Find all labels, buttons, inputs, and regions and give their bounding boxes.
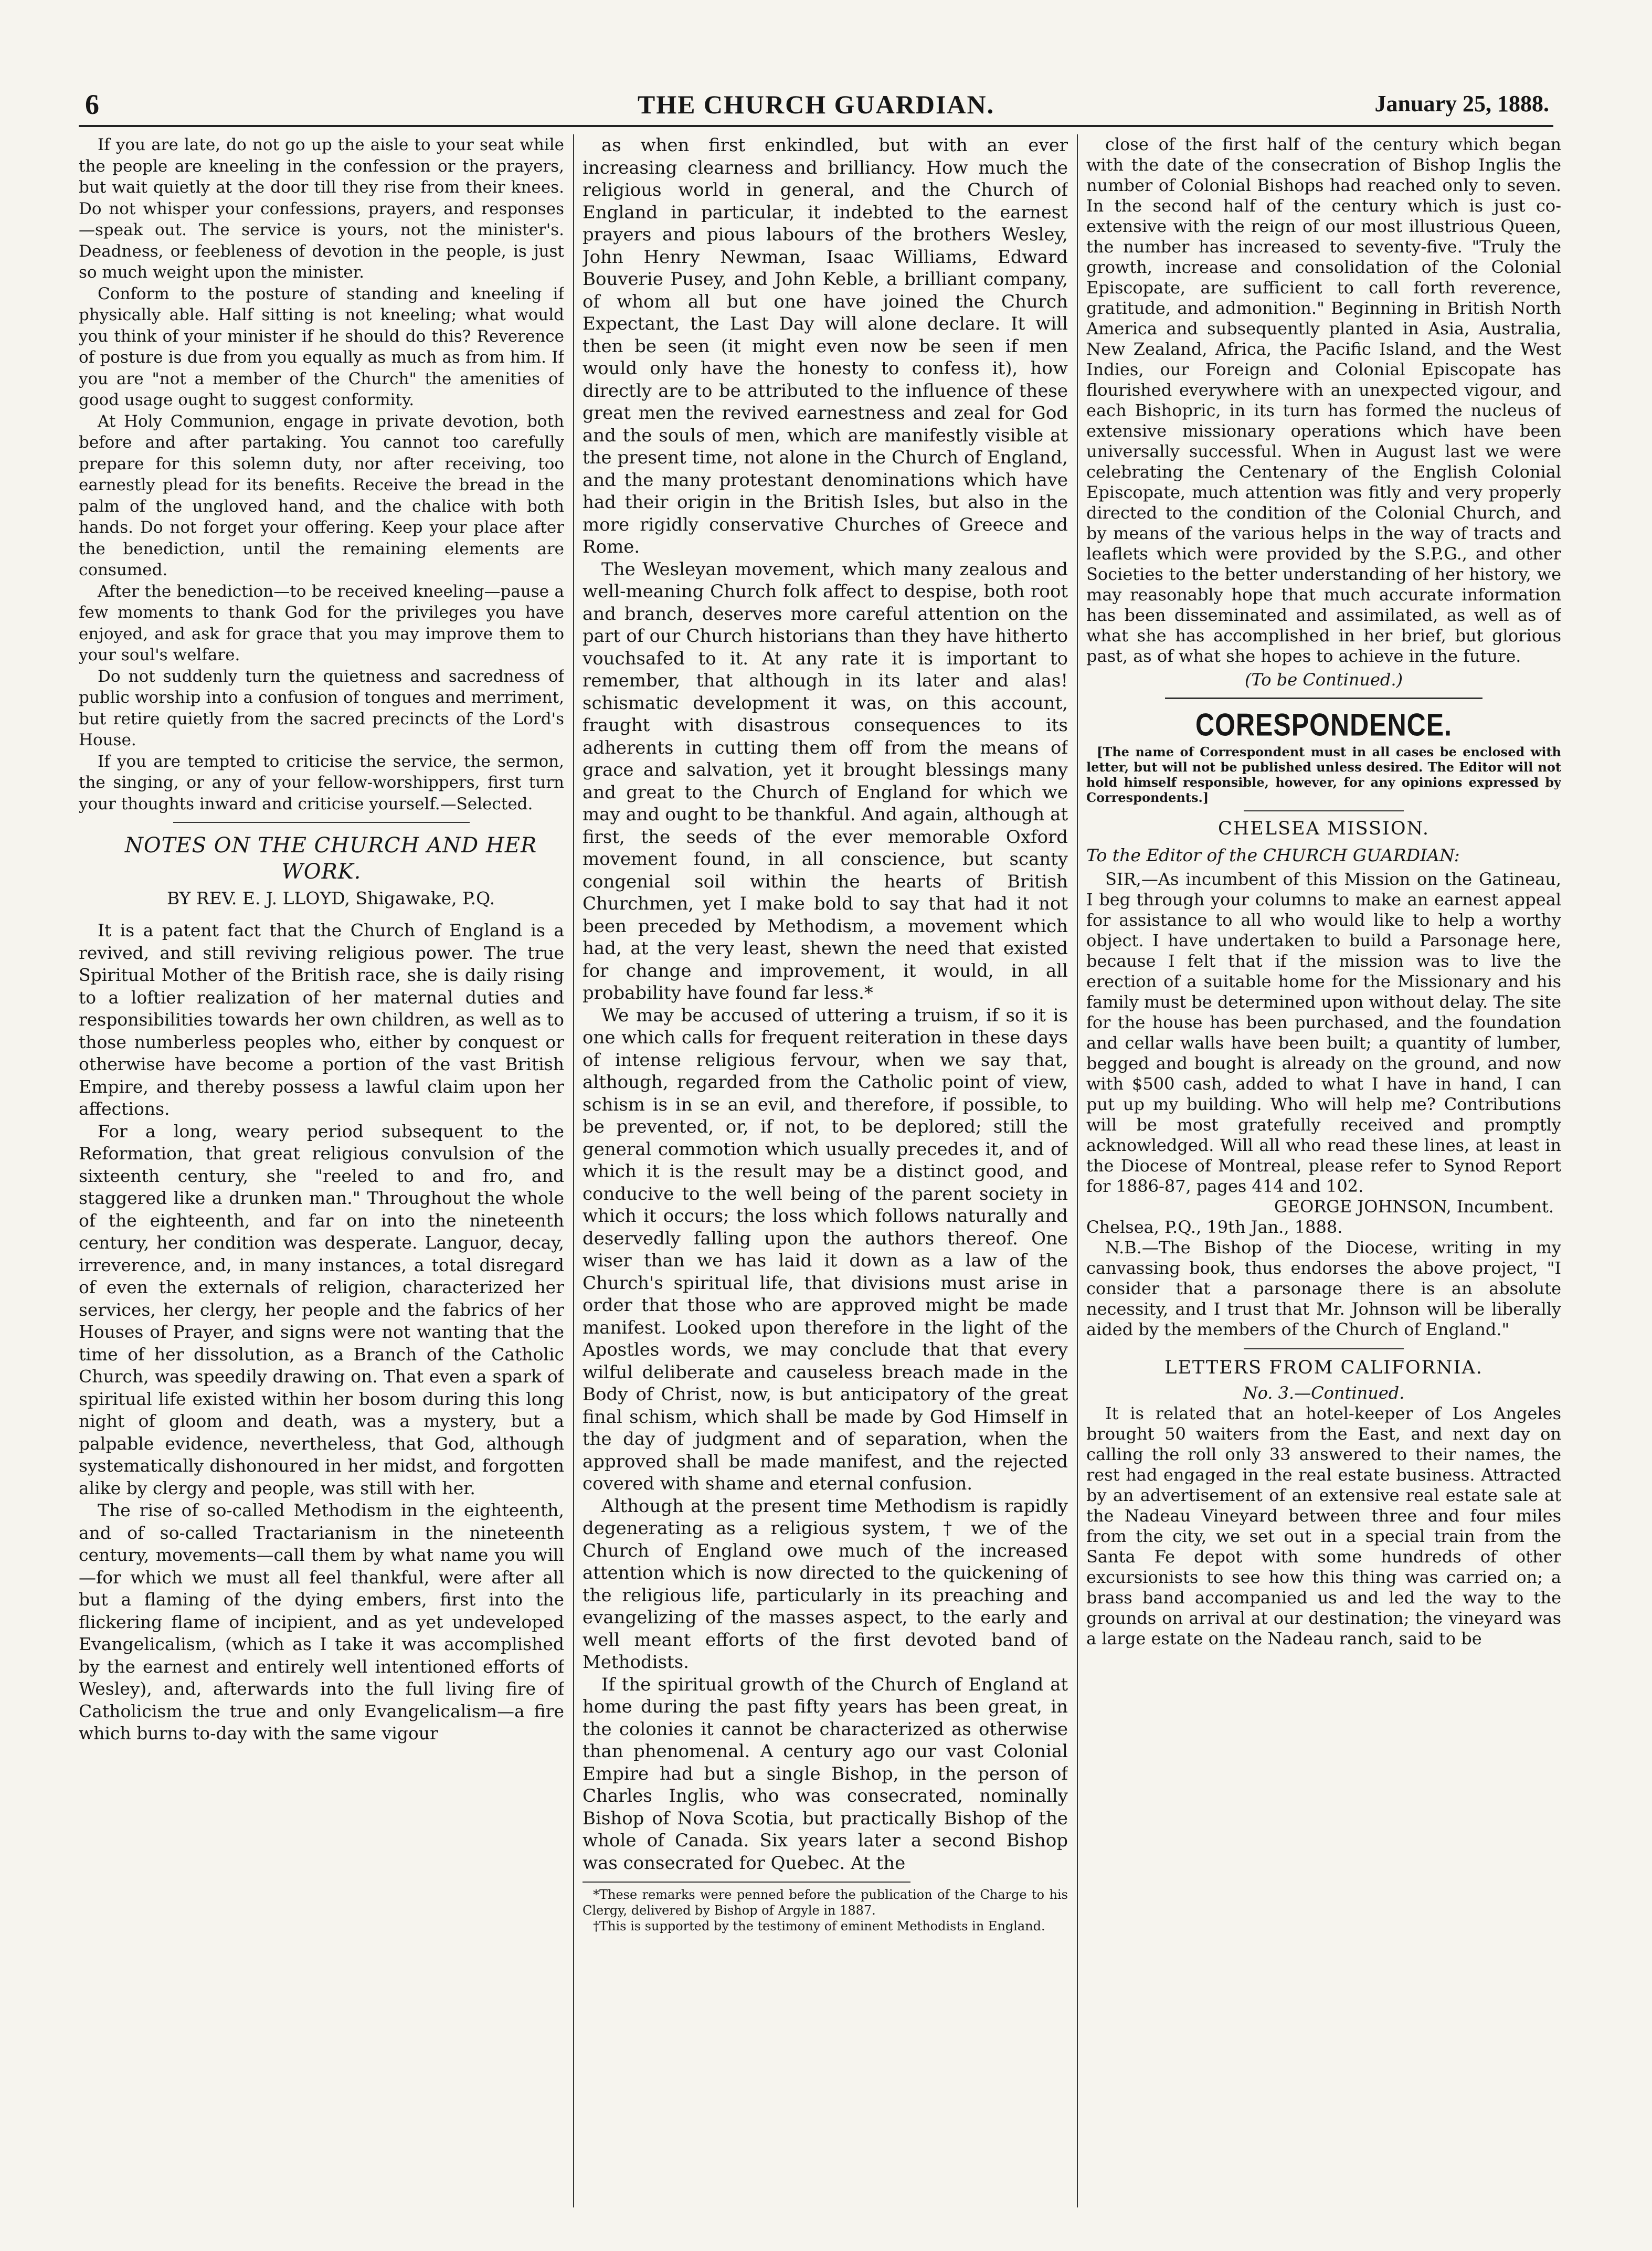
- paragraph: It is related that an hotel-keeper of Los Angeles brought 50 waiters from the East, and next day on calling the roll only 33 answered to their names, the rest had engaged in the real estate business. Attracted by an advertisement of an extensive real estate sale at the Nadeau Vineyard between three and four miles from the city, we set out in a special train from the Santa Fe depot with some hundreds of other excursionists to see how this thing was carried on; a brass band accompanied us and led the way to the grounds on arrival at our destination; the vineyard was a large estate on the Nadeau ranch, said to be: [1086, 1403, 1561, 1648]
- column-divider: [573, 134, 574, 2207]
- masthead: THE CHURCH GUARDIAN.: [637, 90, 995, 119]
- paragraph: At Holy Communion, engage in private devotion, both before and after partaking. You cannot too carefully prepare for this solemn duty, nor after receiving, too earnestly plead for its benefits. Receive the bread in the palm of the ungloved hand, and the chalice with both hands. Do not forget your offering. Keep your place after the benediction, until the remaining elements are consumed.: [79, 411, 564, 579]
- paragraph: Conform to the posture of standing and kneeling if physically able. Half sitting is not kneeling; what would you think of your minister if he should do this? Reverence of posture is due from you equally as much as from him. If you are "not a member of the Church" the amenities of good usage ought to suggest conformity.: [79, 284, 564, 409]
- footnote: †This is supported by the testimony of eminent Methodists in England.: [593, 1919, 1045, 1933]
- column-1: [79, 134, 564, 2207]
- salutation: To the Editor of the CHURCH GUARDIAN:: [1086, 845, 1460, 865]
- paragraph: The rise of so-called Methodism in the eighteenth, and of so-called Tractarianism in the nineteenth century, movements—call them by what name you will—for which we must all feel thankful, were after all but a flaming of the dying embers, first into the flickering flame of incipient, and as yet undeveloped Evangelicalism, (which as I take it was accomplished by the earnest and entirely well intentioned efforts of Wesley), and, afterwards into the full living fire of Catholicism the true and only Evangelicalism—a fire which burns to-day with the same vigour: [79, 1500, 564, 1743]
- subheading-chelsea-mission: CHELSEA MISSION.: [1217, 818, 1430, 839]
- issue-date: January 25, 1888.: [1374, 91, 1549, 117]
- byline: BY REV. E. J. LLOYD, Shigawake, P.Q.: [166, 888, 495, 908]
- continued-note: (To be Continued.): [1244, 670, 1403, 690]
- letter-body: SIR,—As incumbent of this Mission on the Gatineau, I beg through your columns to make an earnest appeal for assistance to all who would like to help a worthy object. I have undertaken to build a Parsonage here, because I felt that if the mission was to live the erection of a suitable home for the Missionary and his family must be determined upon without delay. The site for the house has been purchased, and the foundation and cellar walls have been built; a quantity of lumber, begged and bought is already on the ground, and now with $500 cash, added to what I have in hand, I can put up my building. Who will help me? Contributions will be most gratefully received and promptly acknowledged. Will all who read these lines, at least in the Diocese of Montreal, please refer to Synod Report for 1886-87, pages 414 and 102.: [1086, 869, 1561, 1196]
- page-number: 6: [85, 89, 99, 120]
- section-rule: [1244, 1348, 1404, 1349]
- editor-notice: [The name of Correspondent must in all cases be enclosed with letter, but will not be published unless desired. The Editor will not hold himself responsible, however, for any opinions expressed by Correspondents.]: [1086, 744, 1561, 805]
- section-heading: CORESPONDENCE.: [1195, 707, 1453, 743]
- place-date: Chelsea, P.Q., 19th Jan., 1888.: [1086, 1217, 1343, 1237]
- paragraph: If the spiritual growth of the Church of England at home during the past fifty years has been great, in the colonies it cannot be characterized as otherwise than phenomenal. A century ago our vast Colonial Empire had but a single Bishop, in the person of Charles Inglis, who was consecrated, nominally Bishop of Nova Scotia, but practically Bishop of the whole of Canada. Six years later a second Bishop was consecrated for Quebec. At the: [583, 1674, 1068, 1874]
- paragraph: Do not suddenly turn the quietness and sacredness of public worship into a confusion of tongues and merriment, but retire quietly from the sacred precincts of the Lord's House.: [79, 667, 564, 749]
- column-3: [1086, 134, 1561, 2207]
- letter-number: No. 3.—Continued.: [1243, 1383, 1405, 1403]
- paragraph: as when first enkindled, but with an ever increasing clearness and brilliancy. How much the religious world in general, and the Church of England in particular, it indebted to the earnest prayers and pious labours of the brothers Wesley, John Henry Newman, Isaac Williams, Edward Bouverie Pusey, and John Keble, a brilliant company, of whom all but one have joined the Church Expectant, the Last Day will alone declare. It will then be seen (it might even now be seen if men would only have the honesty to confess it), how directly are to be attributed to the influence of these great men the revived earnestness and zeal for God and the souls of men, which are manifestly visible at the present time, not alone in the Church of England, and the many protestant denominations which have had their origin in the British Isles, but also in the more rigidly conservative Churches of Greece and Rome.: [583, 135, 1068, 557]
- footnote-rule: [583, 1882, 910, 1883]
- page-header: [79, 88, 1553, 127]
- paragraph: If you are tempted to criticise the service, the sermon, the singing, or any of your fellow-worshippers, first turn your thoughts inward and criticise yourself.—Selected.: [79, 752, 564, 813]
- paragraph: Although at the present time Methodism is rapidly degenerating as a religious system, † we of the Church of England owe much of the increased attention which is now directed to the quickening of the religious life, particularly in its preaching and evangelizing of the masses aspect, to the early and well meant efforts of the first devoted band of Methodists.: [583, 1495, 1068, 1673]
- paragraph: After the benediction—to be received kneeling—pause a few moments to thank God for the privileges you have enjoyed, and ask for grace that you may improve them to your soul's welfare.: [79, 582, 564, 664]
- paragraph: close of the first half of the century which began with the date of the consecration of Bishop Inglis the number of Colonial Bishops had reached only to seven. In the second half of the century which is just co-extensive with the reign of our most illustrious Queen, the number has increased to seventy-five. "Truly the growth, increase and consolidation of the Colonial Episcopate, are sufficient to call forth reverence, gratitude, and admonition." Beginning in British North America and subsequently planted in Asia, Australia, New Zealand, Africa, the Pacific Island, and the West Indies, our Foreign and Colonial Episcopate has flourished everywhere with an unexpected vigour, and each Bishopric, in its turn has formed the nucleus of extensive missionary operations which have been universally successful. When in August last we were celebrating the Centenary of the English Colonial Episcopate, much attention was fitly and very properly directed to the condition of the Colonial Church, and by means of the various helps in the way of tracts and leaflets which were provided by the S.P.G., and other Societies to the better understanding of her history, we may reasonably hope that much accurate information has been disseminated and assimilated, as well as of what she has accomplished in her brief, but glorious past, as of what she hopes to achieve in the future.: [1086, 134, 1561, 666]
- section-rule: [173, 822, 470, 823]
- article-title: NOTES ON THE CHURCH AND HER WORK.: [124, 833, 537, 884]
- column-2: [583, 134, 1068, 2207]
- subheading-california: LETTERS FROM CALIFORNIA.: [1164, 1357, 1483, 1378]
- paragraph: It is a patent fact that the Church of England is a revived, and still reviving religious power. The true Spiritual Mother of the British race, she is daily rising to a loftier realization of her maternal duties and responsibilities towards her own children, as well as to those numberless peoples who, either by conquest or otherwise have become a portion of the vast British Empire, and thereby possess a lawful claim upon her affections.: [79, 920, 564, 1119]
- section-rule: [1244, 810, 1404, 811]
- paragraph: For a long, weary period subsequent to the Reformation, that great religious convulsion of the sixteenth century, she "reeled to and fro, and staggered like a drunken man." Throughout the whole of the eighteenth, and far on into the nineteenth century, her condition was desperate. Languor, decay, irreverence, and, in many instances, a total disregard of even the externals of religion, characterized her services, her clergy, her people and the fabrics of her Houses of Prayer, and signs were not wanting that the time of her dissolution, as a Branch of the Catholic Church, was speedily drawing on. That even a spark of spiritual life existed within her bosom during this long night of gloom and death, was a mystery, but a palpable evidence, nevertheless, that God, although systematically dishonoured in her midst, and forgotten alike by clergy and people, was still with her.: [79, 1121, 564, 1498]
- paragraph: We may be accused of uttering a truism, if so it is one which calls for frequent reiteration in these days of intense religious fervour, when we say that, although, regarded from the Catholic point of view, schism is in se an evil, and therefore, if possible, to be prevented, or, if not, to be deplored; still the general commotion which usually precedes it, and of which it is the result may be a distinct good, and conducive to the well being of the parent society in which it occurs; the loss which follows naturally and deservedly falling upon the authors thereof. One wiser than we has laid it down as a law of the Church's spiritual life, that divisions must arise in order that those who are approved might be made manifest. Looked upon therefore in the light of the Apostles words, we may conclude that that every wilful deliberate and causeless breach made in the Body of Christ, now, is but anticipatory of the great final schism, which shall be made by God Himself in the day of judgment and of separation, when the approved shall be made manifest, and the rejected covered with shame and eternal confusion.: [583, 1005, 1068, 1494]
- footnote: *These remarks were penned before the publication of the Charge to his Clergy, delivered by Bishop of Argyle in 1887.: [583, 1887, 1068, 1918]
- paragraph: If you are late, do not go up the aisle to your seat while the people are kneeling in the confession or the prayers, but wait quietly at the door till they rise from their knees. Do not whisper your confessions, prayers, and responses—speak out. The service is yours, not the minister's. Deadness, or feebleness of devotion in the people, is just so much weight upon the minister.: [79, 135, 564, 282]
- paragraph: The Wesleyan movement, which many zealous and well-meaning Church folk affect to despise, both root and branch, deserves more careful attention on the part of our Church historians than they have hitherto vouchsafed to it. At any rate it is important to remember, that although in its later and alas! schismatic development it was, on this account, fraught with disastrous consequences to its adherents in cutting them off from the means of grace and salvation, yet it brought blessings many and great to the Church of England for which we may and ought to be thankful. And again, although at first, the seeds of the ever memorable Oxford movement found, in all conscience, but scanty congenial soil within the hearts of British Churchmen, yet I make bold to say that had it not been preceded by Methodism, a movement which had, at the very least, shewn the need that existed for change and improvement, it would, in all probability have found far less.*: [583, 558, 1068, 1003]
- section-rule: [1165, 698, 1482, 699]
- nb-note: N.B.—The Bishop of the Diocese, writing in my canvassing book, thus endorses the above project, "I consider that a parsonage there is an absolute necessity, and I trust that Mr. Johnson will be liberally aided by the members of the Church of England.": [1086, 1238, 1561, 1339]
- signature: GEORGE JOHNSON, Incumbent.: [1274, 1197, 1554, 1217]
- column-divider: [1077, 134, 1078, 2207]
